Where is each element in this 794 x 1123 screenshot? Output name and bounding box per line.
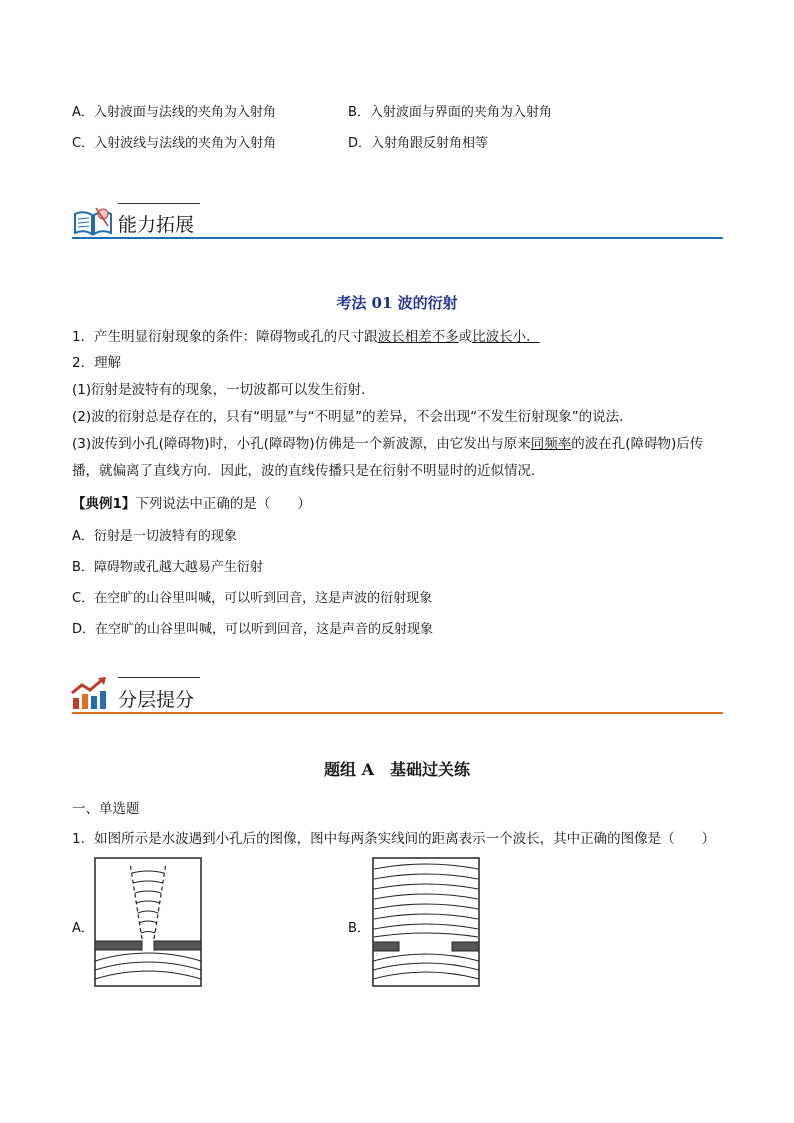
option-b: B．入射波面与界面的夹角为入射角: [348, 105, 552, 120]
point-1: 1．产生明显衍射现象的条件：障碍物或孔的尺寸跟波长相差不多或比波长小．: [72, 329, 540, 345]
growth-chart-icon: [70, 675, 110, 711]
section-underline-blue: [72, 237, 723, 239]
example-option-d: D．在空旷的山谷里叫喊，可以听到回音，这是声音的反射现象: [72, 622, 434, 637]
section-title-ability: 能力拓展: [118, 214, 195, 236]
option-d: D．入射角跟反射角相等: [348, 136, 489, 151]
section-underline-orange: [72, 712, 723, 714]
option-a: A．入射波面与法线的夹角为入射角: [72, 105, 276, 120]
figure-b-label: B．: [348, 921, 370, 936]
point-3: (1)衍射是波特有的现象，一切波都可以发生衍射．: [72, 382, 375, 398]
book-icon: [72, 204, 114, 238]
point-5: (3)波传到小孔(障碍物)时，小孔(障碍物)仿佛是一个新波源，由它发出与原来同频率的波在孔(障碍物)后传: [72, 436, 704, 452]
option-c: C．入射波线与法线的夹角为入射角: [72, 136, 277, 151]
section-header-topline-2: [118, 677, 200, 678]
question-1: 1．如图所示是水波遇到小孔后的图像，图中每两条实线间的距离表示一个波长，其中正确的图像是（ ）: [72, 831, 716, 847]
section-title-layered: 分层提分: [118, 689, 195, 711]
section-header-topline: [118, 203, 200, 204]
point-4: (2)波的衍射总是存在的，只有“明显”与“不明显”的差异，不会出现“不发生衍射现象”的说法．: [72, 409, 633, 425]
figure-a-label: A．: [72, 921, 94, 936]
figure-a: [94, 857, 202, 987]
example-option-a: A．衍射是一切波特有的现象: [72, 529, 237, 544]
example-option-b: B．障碍物或孔越大越易产生衍射: [72, 560, 263, 575]
example-option-c: C．在空旷的山谷里叫喊，可以听到回音，这是声波的衍射现象: [72, 591, 433, 606]
example-question: 【典例1】下列说法中正确的是（ ）: [72, 496, 311, 512]
single-choice-heading: 一、单选题: [72, 801, 140, 817]
point-2: 2．理解: [72, 355, 122, 371]
kaofa-title: 考法 01 波的衍射: [336, 294, 458, 312]
figure-b: [372, 857, 480, 987]
point-6: 播，就偏离了直线方向．因此，波的直线传播只是在衍射不明显时的近似情况．: [72, 463, 545, 479]
group-title: 题组 A 基础过关练: [324, 760, 470, 779]
